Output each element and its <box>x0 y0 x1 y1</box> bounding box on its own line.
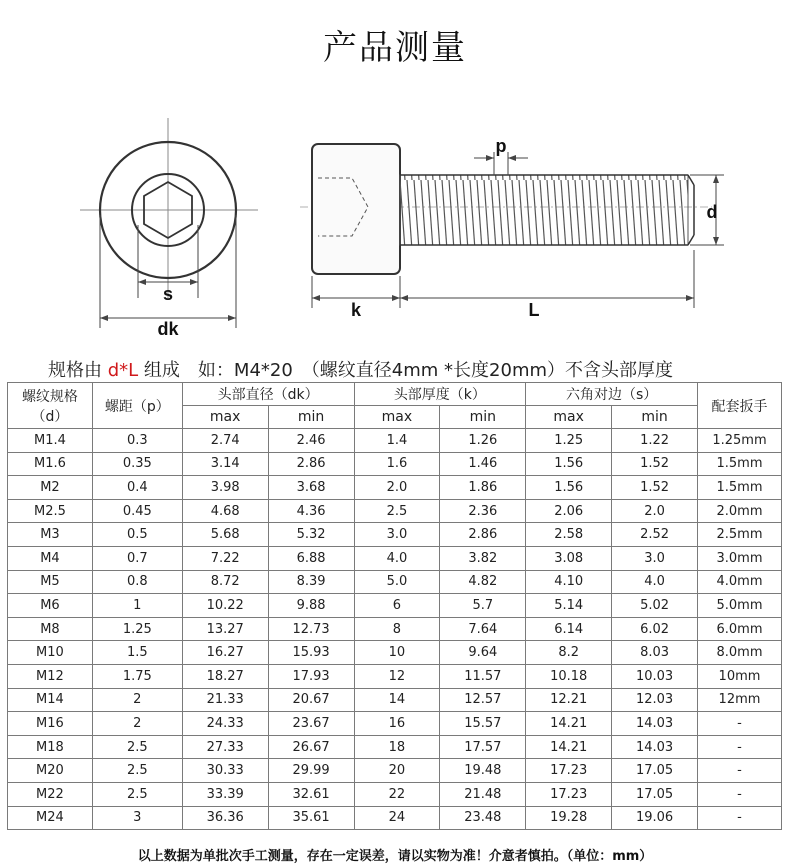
table-cell: 6.02 <box>612 617 698 641</box>
table-cell: 5.7 <box>440 594 526 618</box>
table-cell: 1.5mm <box>697 476 781 500</box>
table-cell: 2.5mm <box>697 523 781 547</box>
table-cell: M16 <box>8 712 93 736</box>
table-cell: 21.48 <box>440 782 526 806</box>
table-cell: 36.36 <box>182 806 268 830</box>
table-cell: M2.5 <box>8 499 93 523</box>
table-cell: 14.03 <box>612 712 698 736</box>
table-cell: 19.06 <box>612 806 698 830</box>
table-cell: 5.68 <box>182 523 268 547</box>
table-cell: 3.82 <box>440 546 526 570</box>
table-cell: 0.35 <box>92 452 182 476</box>
table-cell: 10 <box>354 641 440 665</box>
table-cell: 1.56 <box>526 452 612 476</box>
table-cell: 11.57 <box>440 664 526 688</box>
table-cell: 1.26 <box>440 429 526 453</box>
label-p: p <box>495 136 507 156</box>
table-cell: M4 <box>8 546 93 570</box>
table-cell: 2.5 <box>354 499 440 523</box>
spec-description <box>48 356 673 382</box>
table-cell: 2.0 <box>354 476 440 500</box>
label-s: s <box>162 284 174 304</box>
table-cell: 19.28 <box>526 806 612 830</box>
table-cell: M12 <box>8 664 93 688</box>
table-cell: 0.5 <box>92 523 182 547</box>
table-cell: 10.03 <box>612 664 698 688</box>
label-L: L <box>528 300 540 320</box>
table-cell: 3.14 <box>182 452 268 476</box>
label-dk: dk <box>157 319 179 339</box>
table-cell: M20 <box>8 759 93 783</box>
table-cell: 27.33 <box>182 735 268 759</box>
table-cell: 24 <box>354 806 440 830</box>
table-cell: 17.57 <box>440 735 526 759</box>
table-cell: 4.36 <box>268 499 354 523</box>
spec-middle: 组成 如：M4*20 （螺纹直径4mm *长度20mm）不含头部厚度 <box>138 360 674 381</box>
table-cell: M24 <box>8 806 93 830</box>
header-min: min <box>612 406 698 429</box>
table-cell: 5.14 <box>526 594 612 618</box>
table-cell: 21.33 <box>182 688 268 712</box>
table-cell: 15.93 <box>268 641 354 665</box>
table-cell: 1.52 <box>612 476 698 500</box>
table-cell: 1.25mm <box>697 429 781 453</box>
table-cell: 10mm <box>697 664 781 688</box>
table-cell: 1.22 <box>612 429 698 453</box>
spec-prefix: 规格由 <box>48 360 108 381</box>
table-cell: 5.0 <box>354 570 440 594</box>
table-cell: 23.48 <box>440 806 526 830</box>
table-cell: 23.67 <box>268 712 354 736</box>
footer-note: 以上数据为单批次手工测量，存在一定误差，请以实物为准！介意者慎拍。（单位：mm） <box>137 849 653 864</box>
table-cell: - <box>697 759 781 783</box>
top-view <box>80 118 258 339</box>
table-cell: 2.52 <box>612 523 698 547</box>
table-cell: 1 <box>92 594 182 618</box>
table-cell: 3.68 <box>268 476 354 500</box>
table-cell: 20 <box>354 759 440 783</box>
table-cell: 1.5 <box>92 641 182 665</box>
table-cell: 12.57 <box>440 688 526 712</box>
table-cell: 18.27 <box>182 664 268 688</box>
table-row <box>8 617 782 641</box>
table-row <box>8 735 782 759</box>
table-cell: 14.03 <box>612 735 698 759</box>
table-cell: 26.67 <box>268 735 354 759</box>
table-row <box>8 523 782 547</box>
table-cell: 8.03 <box>612 641 698 665</box>
table-cell: 9.88 <box>268 594 354 618</box>
table-cell: 4.0 <box>354 546 440 570</box>
table-cell: 5.02 <box>612 594 698 618</box>
table-cell: 3.0 <box>354 523 440 547</box>
table-cell: 12 <box>354 664 440 688</box>
header-max: max <box>354 406 440 429</box>
table-row <box>8 476 782 500</box>
table-cell: 4.68 <box>182 499 268 523</box>
table-cell: 17.05 <box>612 759 698 783</box>
table-cell: 1.6 <box>354 452 440 476</box>
table-cell: - <box>697 735 781 759</box>
label-k: k <box>350 300 362 320</box>
table-row <box>8 806 782 830</box>
page-title: 产品测量 <box>323 28 467 68</box>
table-cell: 3.0mm <box>697 546 781 570</box>
table-cell: 2.36 <box>440 499 526 523</box>
table-cell: 1.4 <box>354 429 440 453</box>
table-cell: 0.3 <box>92 429 182 453</box>
table-cell: 3 <box>92 806 182 830</box>
table-cell: M1.6 <box>8 452 93 476</box>
table-cell: 2 <box>92 688 182 712</box>
table-cell: 17.05 <box>612 782 698 806</box>
table-cell: 24.33 <box>182 712 268 736</box>
table-cell: M6 <box>8 594 93 618</box>
table-cell: 13.27 <box>182 617 268 641</box>
table-cell: 2 <box>92 712 182 736</box>
table-cell: 7.64 <box>440 617 526 641</box>
table-cell: 2.5 <box>92 782 182 806</box>
table-cell: 1.25 <box>92 617 182 641</box>
table-cell: 1.46 <box>440 452 526 476</box>
table-cell: - <box>697 712 781 736</box>
table-cell: 12.21 <box>526 688 612 712</box>
table-cell: 4.10 <box>526 570 612 594</box>
table-row <box>8 570 782 594</box>
table-cell: 6.0mm <box>697 617 781 641</box>
table-cell: 33.39 <box>182 782 268 806</box>
table-row <box>8 688 782 712</box>
table-cell: M22 <box>8 782 93 806</box>
table-cell: 12.03 <box>612 688 698 712</box>
table-cell: 8.39 <box>268 570 354 594</box>
table-cell: 0.7 <box>92 546 182 570</box>
table-cell: 10.18 <box>526 664 612 688</box>
table-cell: 9.64 <box>440 641 526 665</box>
table-cell: 4.0 <box>612 570 698 594</box>
table-cell: 2.5 <box>92 735 182 759</box>
table-cell: 2.0 <box>612 499 698 523</box>
table-cell: M10 <box>8 641 93 665</box>
table-cell: 1.56 <box>526 476 612 500</box>
table-row <box>8 641 782 665</box>
header-head-thickness: 头部厚度（k） <box>354 383 526 406</box>
table-cell: M5 <box>8 570 93 594</box>
table-cell: 2.5 <box>92 759 182 783</box>
table-row <box>8 546 782 570</box>
table-cell: M18 <box>8 735 93 759</box>
table-cell: 1.25 <box>526 429 612 453</box>
table-cell: 17.23 <box>526 782 612 806</box>
table-cell: 2.06 <box>526 499 612 523</box>
table-cell: 15.57 <box>440 712 526 736</box>
table-cell: 2.86 <box>268 452 354 476</box>
table-cell: 8.72 <box>182 570 268 594</box>
table-cell: 5.32 <box>268 523 354 547</box>
table-cell: 3.0 <box>612 546 698 570</box>
table-cell: 8.2 <box>526 641 612 665</box>
table-cell: 14 <box>354 688 440 712</box>
header-hex-across-flats: 六角对边（s） <box>526 383 698 406</box>
table-cell: 2.58 <box>526 523 612 547</box>
spec-formula: d*L <box>107 360 139 381</box>
table-cell: 6.88 <box>268 546 354 570</box>
table-cell: 16.27 <box>182 641 268 665</box>
table-cell: 6.14 <box>526 617 612 641</box>
table-body <box>8 429 782 830</box>
table-cell: 14.21 <box>526 712 612 736</box>
header-min: min <box>440 406 526 429</box>
header-wrench: 配套扳手 <box>697 383 781 429</box>
table-cell: 1.52 <box>612 452 698 476</box>
table-cell: 4.0mm <box>697 570 781 594</box>
table-cell: 29.99 <box>268 759 354 783</box>
table-cell: 16 <box>354 712 440 736</box>
table-cell: 8 <box>354 617 440 641</box>
table-cell: 8.0mm <box>697 641 781 665</box>
table-row <box>8 429 782 453</box>
table-cell: 22 <box>354 782 440 806</box>
table-row <box>8 782 782 806</box>
table-cell: 12mm <box>697 688 781 712</box>
table-cell: 10.22 <box>182 594 268 618</box>
header-max: max <box>182 406 268 429</box>
spec-table <box>7 382 782 830</box>
table-cell: 0.45 <box>92 499 182 523</box>
table-cell: 18 <box>354 735 440 759</box>
table-cell: - <box>697 782 781 806</box>
table-cell: 2.0mm <box>697 499 781 523</box>
table-cell: 2.74 <box>182 429 268 453</box>
table-cell: 3.08 <box>526 546 612 570</box>
table-cell: 20.67 <box>268 688 354 712</box>
table-cell: M1.4 <box>8 429 93 453</box>
table-cell: 4.82 <box>440 570 526 594</box>
table-cell: 12.73 <box>268 617 354 641</box>
table-row <box>8 664 782 688</box>
table-row <box>8 759 782 783</box>
table-cell: 14.21 <box>526 735 612 759</box>
table-cell: 17.23 <box>526 759 612 783</box>
table-cell: 1.5mm <box>697 452 781 476</box>
header-max: max <box>526 406 612 429</box>
table-cell: 0.8 <box>92 570 182 594</box>
table-cell: 2.86 <box>440 523 526 547</box>
table-cell: M3 <box>8 523 93 547</box>
table-row <box>8 594 782 618</box>
table-cell: 1.86 <box>440 476 526 500</box>
table-cell: 30.33 <box>182 759 268 783</box>
table-row <box>8 452 782 476</box>
label-d: d <box>706 202 718 222</box>
table-row <box>8 712 782 736</box>
table-cell: 2.46 <box>268 429 354 453</box>
table-cell: 6 <box>354 594 440 618</box>
table-cell: 0.4 <box>92 476 182 500</box>
table-cell: M8 <box>8 617 93 641</box>
table-row <box>8 499 782 523</box>
side-view <box>300 136 724 320</box>
table-cell: 35.61 <box>268 806 354 830</box>
table-cell: 5.0mm <box>697 594 781 618</box>
table-cell: M14 <box>8 688 93 712</box>
table-cell: 19.48 <box>440 759 526 783</box>
table-cell: - <box>697 806 781 830</box>
table-cell: 17.93 <box>268 664 354 688</box>
header-min: min <box>268 406 354 429</box>
table-cell: M2 <box>8 476 93 500</box>
screw-diagram <box>0 110 790 350</box>
header-thread-spec: 螺纹规格 （d） <box>8 383 93 429</box>
header-pitch: 螺距（p） <box>92 383 182 429</box>
table-cell: 1.75 <box>92 664 182 688</box>
table-cell: 7.22 <box>182 546 268 570</box>
table-cell: 3.98 <box>182 476 268 500</box>
header-head-diameter: 头部直径（dk） <box>182 383 354 406</box>
table-cell: 32.61 <box>268 782 354 806</box>
